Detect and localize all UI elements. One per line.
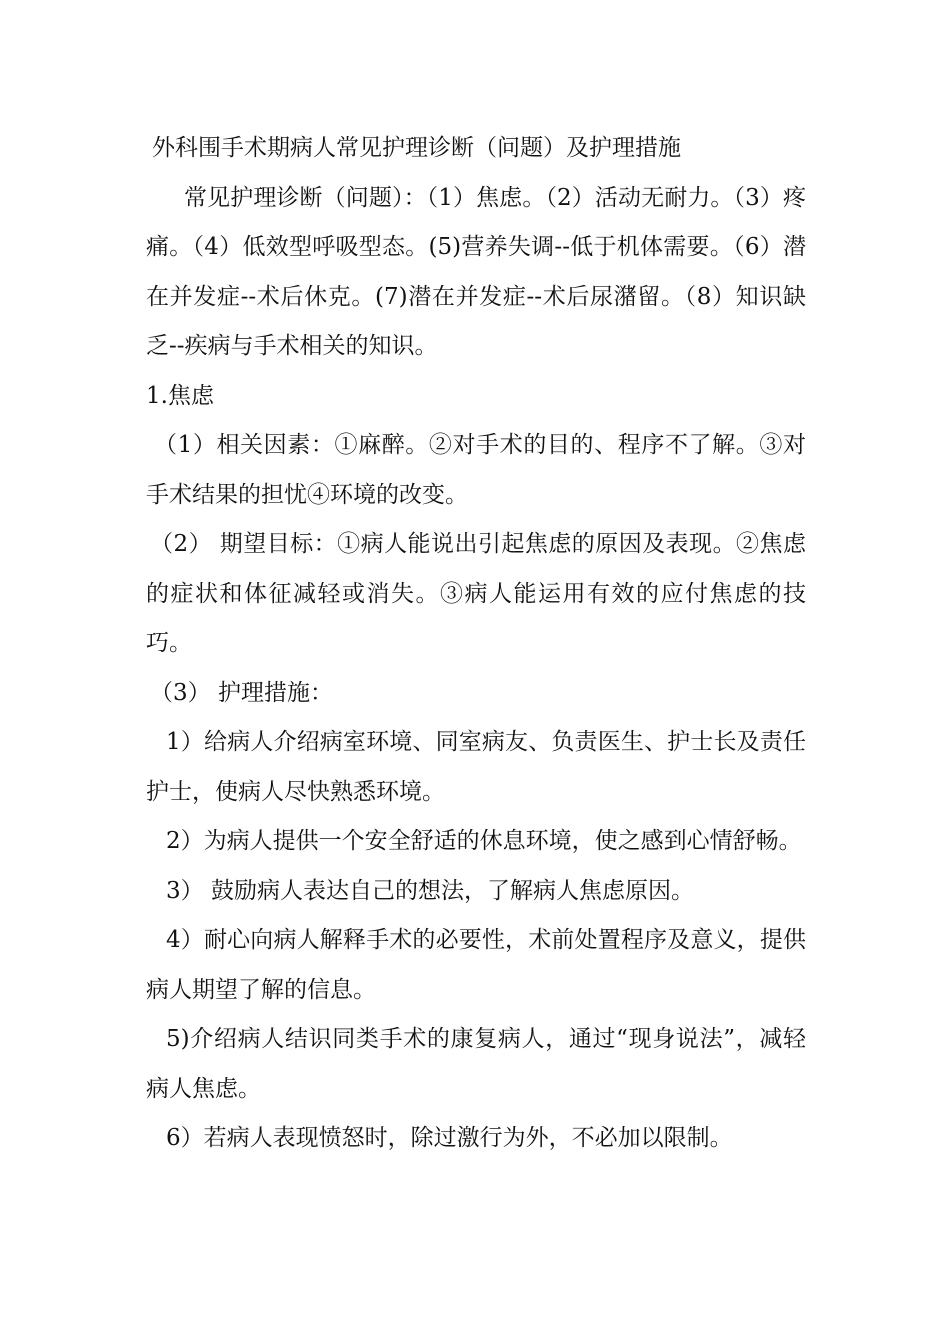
document-title: 外科围手术期病人常见护理诊断（问题）及护理措施 <box>152 135 681 161</box>
paragraph-measure-2: 2）为病人提供一个安全舒适的休息环境，使之感到心情舒畅。 <box>166 828 802 854</box>
paragraph-measure-1: 1）给病人介绍病室环境、同室病友、负责医生、护士长及责任护士，使病人尽快熟悉环境。 <box>146 729 806 805</box>
paragraph-nursing-diagnoses: 常见护理诊断（问题）：（1）焦虑。（2）活动无耐力。（3）疼痛。（4）低效型呼吸型态。(5)营养失调--低于机体需要。（6）潜在并发症--术后休克。(7)潜在并发症--术后尿潴留。（8）知识缺乏--疾病与手术相关的知识。 <box>146 184 806 359</box>
paragraph-measure-3: 3） 鼓励病人表达自己的想法，了解病人焦虑原因。 <box>166 877 694 904</box>
section-heading-anxiety: 1.焦虑 <box>146 382 214 409</box>
paragraph-related-factors: （1）相关因素：①麻醉。②对手术的目的、程序不了解。③对手术结果的担忧④环境的改变。 <box>146 432 806 508</box>
paragraph-measure-5: 5)介绍病人结识同类手术的康复病人，通过“现身说法”，减轻病人焦虑。 <box>146 1026 806 1102</box>
paragraph-measure-6: 6）若病人表现愤怒时，除过激行为外，不必加以限制。 <box>166 1125 733 1151</box>
paragraph-measure-4: 4）耐心向病人解释手术的必要性，术前处置程序及意义，提供病人期望了解的信息。 <box>146 927 806 1003</box>
paragraph-expected-goals: （2） 期望目标：①病人能说出引起焦虑的原因及表现。②焦虑的症状和体征减轻或消失。③病人能运用有效的应付焦虑的技巧。 <box>146 531 806 656</box>
paragraph-nursing-measures-heading: （3） 护理措施： <box>150 679 333 706</box>
document-body <box>146 124 806 1164</box>
